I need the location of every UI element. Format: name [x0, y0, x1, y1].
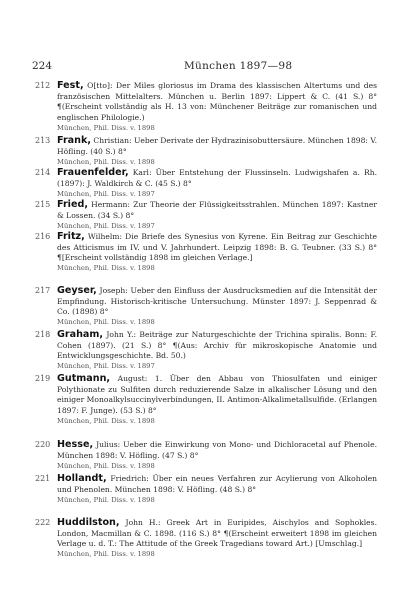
entry-number: 215	[35, 200, 51, 209]
running-title: München 1897—98	[184, 60, 293, 72]
entry-dissertation: München, Phil. Diss. v. 1897	[57, 189, 155, 198]
entry-body	[57, 374, 377, 416]
entry-text: John H.: Greek Art in Euripides, Aischylos and Sophokles. London, Macmillan & C. 1898. (116 S.) 8° ¶(Erscheint erweitert 1898 im gleichen Verlage u. d. T.: The Attitude of the Greek Tragedians toward Art.) [Umschlag.]	[57, 518, 377, 549]
entry-author: Frank,	[57, 135, 91, 146]
entry-number: 216	[35, 232, 51, 241]
entry-dissertation: München, Phil. Diss. v. 1898	[57, 318, 155, 327]
entry-dissertation: München, Phil. Diss. v. 1897	[57, 362, 155, 371]
entry	[35, 373, 378, 426]
entry-number: 218	[35, 330, 51, 339]
entry	[35, 167, 377, 199]
entry-number: 220	[35, 440, 51, 449]
entry-author: Hollandt,	[57, 473, 107, 484]
entry-dissertation: München, Phil. Diss. v. 1897	[57, 221, 155, 230]
entry-number: 214	[35, 168, 51, 177]
entry-author: Fest,	[57, 80, 84, 91]
entry-author: Gutmann,	[57, 373, 111, 384]
entry-body	[57, 518, 377, 550]
entry-number: 222	[35, 518, 51, 527]
entry-dissertation: München, Phil. Diss. v. 1898	[57, 550, 155, 559]
entry-dissertation: München, Phil. Diss. v. 1898	[57, 157, 155, 166]
entry	[35, 473, 377, 505]
entry-dissertation: München, Phil. Diss. v. 1898	[57, 495, 155, 504]
entry-text: O[tto]: Der Miles gloriosus im Drama des klassischen Altertums und des französischen Mittelalters. München u. Berlin 1897: Lippert & C. (41 S.) 8° ¶(Erscheint vollständig als H. 13 von: Münchener Beiträge zur romanischen und englischen Philologie.)	[57, 81, 377, 122]
entry-author: Fritz,	[57, 231, 85, 242]
entry	[35, 329, 377, 371]
entry-author: Geyser,	[57, 285, 97, 296]
entry-body	[57, 440, 377, 461]
entry-body	[57, 232, 377, 264]
entry	[35, 80, 377, 133]
entry-body	[57, 136, 377, 157]
entry-body	[57, 168, 377, 189]
entry-body	[57, 330, 377, 362]
entry-number: 213	[35, 136, 51, 145]
entry-text: Julius: Ueber die Einwirkung von Mono- und Dichloracetal auf Phenole. München 1898: V. Höfling. (47 S.) 8°	[57, 440, 377, 460]
entry-body	[57, 286, 377, 318]
entry	[35, 517, 377, 559]
entry	[35, 135, 377, 167]
entry-number: 221	[35, 474, 51, 483]
entry-author: Frauenfelder,	[57, 167, 129, 178]
entry	[35, 439, 377, 471]
entry-text: Hermann: Zur Theorie der Flüssigkeitsstrahlen. München 1897: Kastner & Lossen. (34 S.) 8°	[57, 200, 377, 220]
entry-dissertation: München, Phil. Diss. v. 1898	[57, 264, 155, 273]
entry-text: Christian: Ueber Derivate der Hydrazinisobuttersäure. München 1898: V. Höfling. (40 S.) 8°	[57, 136, 377, 156]
entry-number: 217	[35, 286, 51, 295]
entry-dissertation: München, Phil. Diss. v. 1898	[57, 461, 155, 470]
entry-author: Graham,	[57, 329, 104, 340]
entry	[35, 199, 377, 231]
entry-text: Karl: Über Entstehung der Flussinseln. Ludwigshafen a. Rh. (1897): J. Waldkirch & C. (45 S.) 8°	[57, 168, 377, 188]
entry-number: 212	[35, 81, 51, 90]
entry-body	[57, 200, 377, 221]
entry-dissertation: München, Phil. Diss. v. 1898	[57, 123, 155, 132]
entry-dissertation: München, Phil. Diss. v. 1898	[57, 416, 155, 425]
entry-number: 219	[35, 374, 51, 383]
entry-text: John Y.: Beiträge zur Naturgeschichte der Trichina spiralis. Bonn: F. Cohen (1897). (21 S.) 8° ¶(Aus: Archiv für mikroskopische Anatomie und Entwicklungsgeschichte. Bd. 50.)	[57, 330, 377, 361]
page-header	[32, 60, 372, 74]
entry-text: Wilhelm: Die Briefe des Synesius von Kyrene. Ein Beitrag zur Geschichte des Atticismus im IV. und V. Jahrhundert. Leipzig 1898: B. G. Teubner. (33 S.) 8° ¶[Erscheint vollständig 1898 im gleichen Verlage.]	[57, 232, 377, 263]
entry-text: Joseph: Ueber den Einfluss der Ausdrucksmedien auf die Intensität der Empfindung. Historisch-kritische Untersuchung. Münster 1897: J. Seppenrad & Co. (1898) 8°	[57, 286, 377, 317]
page-number: 224	[32, 60, 53, 72]
entry	[35, 285, 377, 327]
entry-author: Huddilston,	[57, 517, 120, 528]
entry-author: Hesse,	[57, 439, 94, 450]
entry-body	[57, 474, 377, 495]
entry-author: Fried,	[57, 199, 88, 210]
entry-text: Friedrich: Über ein neues Verfahren zur Acylierung von Alkoholen und Phenolen. München 1898: V. Höfling. (48 S.) 8°	[57, 474, 377, 494]
entry	[35, 231, 377, 273]
entry-body	[57, 81, 377, 123]
entry-text: August: 1. Über den Abbau von Thiosulfaten und einiger Polythionate zu Sulfiten durch reduzierende Salze in alkalischer Lösung und den einiger Monoalkylsuccinylverbindungen, II. Antimon-Alkalimetallsulfide. (Erlangen 1897: F. Junge). (53 S.) 8°	[57, 374, 378, 415]
